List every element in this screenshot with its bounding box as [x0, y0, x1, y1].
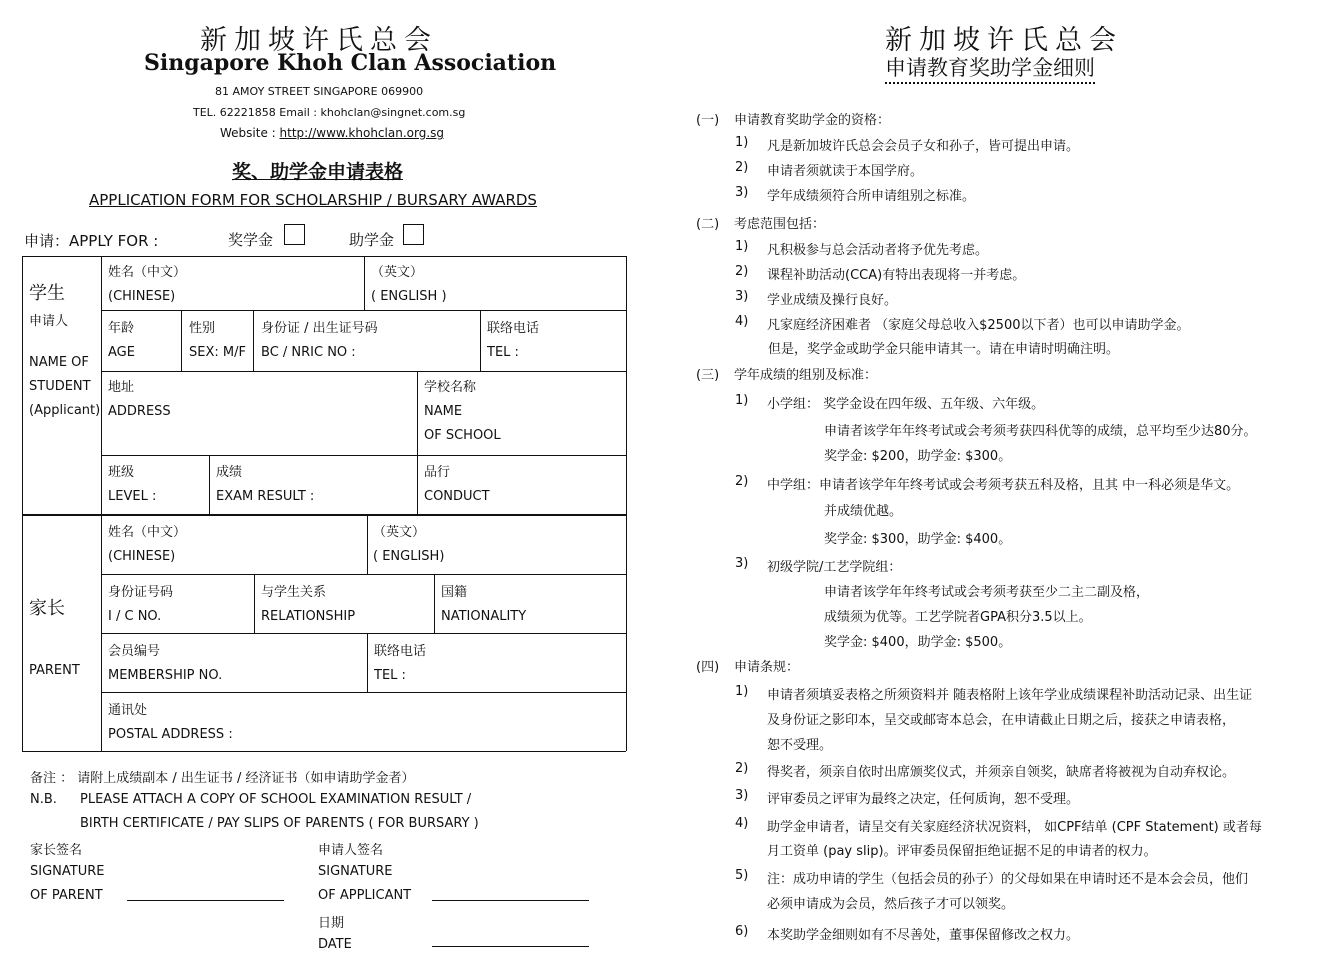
rule-number: (四) [696, 660, 720, 675]
rule-number: 3) [735, 289, 749, 304]
rule-number: 1) [735, 684, 749, 699]
rule-heading: 学年成绩的组别及标准： [734, 368, 878, 383]
form-title-en: APPLICATION FORM FOR SCHOLARSHIP / BURSARY AWARDS [89, 191, 537, 209]
rule-text: 初级学院/工艺学院组： [767, 560, 902, 575]
student-name-cn-label: 姓名（中文） [108, 265, 187, 280]
parent-section-en: PARENT [29, 663, 80, 678]
org-name-en: Singapore Khoh Clan Association [144, 50, 557, 76]
sig-applicant-en1: SIGNATURE [318, 864, 393, 879]
parent-name-cn-label-en: (CHINESE) [108, 549, 176, 564]
student-level-field[interactable] [108, 461, 156, 509]
parent-tel-field[interactable] [374, 640, 426, 688]
parent-postal-label: 通讯处 [108, 703, 148, 718]
rule-number: 1) [735, 393, 749, 408]
parent-relationship-label: 与学生关系 [261, 585, 327, 600]
rule-number: 1) [735, 135, 749, 150]
date-line[interactable] [432, 946, 589, 947]
rule-number: 4) [735, 816, 749, 831]
parent-nationality-label: 国籍 [441, 585, 468, 600]
date-en: DATE [318, 937, 352, 952]
date-cn: 日期 [318, 916, 345, 931]
rule-number: (三) [696, 368, 720, 383]
rule-heading: 申请教育奖助学金的资格： [734, 113, 891, 128]
parent-membership-label-en: MEMBERSHIP NO. [108, 668, 223, 683]
student-sex-label: 性别 [189, 321, 216, 336]
student-school-field[interactable] [424, 376, 501, 448]
rule-text: 本奖助学金细则如有不尽善处，董事保留修改之权力。 [767, 928, 1080, 943]
parent-relationship-field[interactable] [261, 581, 355, 629]
student-ic-label-en: BC / NRIC NO : [261, 345, 356, 360]
parent-membership-label: 会员编号 [108, 644, 161, 659]
rule-number: (一) [696, 113, 720, 128]
rule-text: 得奖者，须亲自依时出席颁奖仪式，并须亲自领奖，缺席者将被视为自动弃权论。 [767, 765, 1236, 780]
parent-nationality-label-en: NATIONALITY [441, 609, 527, 624]
rule-text: 但是，奖学金或助学金只能申请其一。请在申请时明确注明。 [768, 342, 1120, 357]
note-en-label: N.B. [30, 792, 57, 807]
rules-org-name-cn: 新加坡许氏总会 [885, 25, 1123, 56]
rule-text: 申请者该学年年终考试或会考须考获至少二主二副及格， [824, 585, 1150, 600]
student-address-label: 地址 [108, 380, 135, 395]
bursary-checkbox[interactable] [403, 224, 424, 245]
website-label: Website : [220, 126, 280, 140]
apply-for-label: 申请：APPLY FOR : [24, 232, 159, 250]
rule-number: 5) [735, 868, 749, 883]
student-name-cn-label-en: (CHINESE) [108, 289, 176, 304]
student-age-label: 年龄 [108, 321, 135, 336]
note-cn: 备注 ： 请附上成绩副本 / 出生证书 / 经济证书（如申请助学金者） [30, 771, 415, 786]
student-conduct-field[interactable] [424, 461, 490, 509]
rule-text: 评审委员之评审为最终之决定，任何质询，恕不受理。 [767, 792, 1080, 807]
parent-tel-label: 联络电话 [374, 644, 427, 659]
rule-text: 恕不受理。 [767, 738, 833, 753]
rule-heading: 考虑范围包括： [734, 217, 826, 232]
rule-text: 助学金申请者，请呈交有关家庭经济状况资料， 如CPF结单 (CPF Statement) 或者每 [767, 820, 1262, 835]
sig-parent-en1: SIGNATURE [30, 864, 105, 879]
sig-parent-cn: 家长签名 [30, 843, 83, 858]
student-name-en-label-en: ( ENGLISH ) [371, 289, 447, 304]
rule-number: 2) [735, 160, 749, 175]
student-section-en1: NAME OF [29, 355, 89, 370]
sig-applicant-en2: OF APPLICANT [318, 888, 412, 903]
student-sex-label-en: SEX: M/F [189, 345, 246, 360]
student-ic-field[interactable] [261, 317, 378, 365]
rule-number: 3) [735, 788, 749, 803]
student-name-en-field[interactable] [371, 261, 447, 309]
sig-parent-en2: OF PARENT [30, 888, 103, 903]
student-result-label-en: EXAM RESULT : [216, 489, 315, 504]
student-tel-field[interactable] [487, 317, 539, 365]
rule-number: 4) [735, 314, 749, 329]
rule-text: 学业成绩及操行良好。 [767, 293, 898, 308]
parent-membership-field[interactable] [108, 640, 222, 688]
rule-text: 中学组：申请者该学年年终考试或会考须考获五科及格，且其 中一科必须是华文。 [767, 478, 1240, 493]
parent-name-en-label-en: ( ENGLISH) [373, 549, 445, 564]
student-result-label: 成绩 [216, 465, 243, 480]
student-conduct-label: 品行 [424, 465, 451, 480]
student-section-en3: (Applicant) [29, 403, 101, 418]
student-level-label: 班级 [108, 465, 135, 480]
rule-text: 课程补助活动(CCA)有特出表现将一并考虑。 [767, 268, 1026, 283]
parent-ic-field[interactable] [108, 581, 173, 629]
rule-text: 小学组： 奖学金设在四年级、五年级、六年级。 [767, 397, 1045, 412]
student-section-cn: 学生 [29, 283, 65, 304]
student-section-en2: STUDENT [29, 379, 91, 394]
parent-tel-label-en: TEL : [374, 668, 406, 683]
rule-number: 1) [735, 239, 749, 254]
rule-text: 并成绩优越。 [824, 504, 903, 519]
bursary-label: 助学金 [349, 231, 395, 249]
rule-heading: 申请条规： [734, 660, 800, 675]
rules-title [885, 52, 1095, 82]
parent-postal-label-en: POSTAL ADDRESS : [108, 727, 233, 742]
rule-text: 申请者须填妥表格之所须资料并 随表格附上该年学业成绩课程补助活动记录、出生证 [767, 688, 1253, 703]
rule-number: 3) [735, 556, 749, 571]
parent-ic-label: 身份证号码 [108, 585, 174, 600]
parent-name-en-label: （英文） [373, 525, 426, 540]
parent-postal-field[interactable] [108, 699, 233, 747]
rule-text: 申请者须就读于本国学府。 [767, 164, 924, 179]
student-school-label: 学校名称 [424, 380, 477, 395]
student-section-cn2: 申请人 [29, 314, 69, 329]
note-en-line2: BIRTH CERTIFICATE / PAY SLIPS OF PARENTS ( FOR BURSARY ) [80, 816, 479, 831]
form-title-cn: 奖、助学金申请表格 [232, 161, 404, 183]
org-website [220, 126, 444, 140]
parent-ic-label-en: I / C NO. [108, 609, 162, 624]
rule-text: 成绩须为优等。工艺学院者GPA积分3.5以上。 [824, 610, 1092, 625]
student-school-label-en2: OF SCHOOL [424, 428, 501, 443]
rule-text: 必须申请成为会员，然后孩子才可以领奖。 [767, 897, 1015, 912]
rule-text: 学年成绩须符合所申请组别之标准。 [767, 189, 976, 204]
student-ic-label: 身份证 / 出生证号码 [261, 321, 378, 336]
rule-text: 月工资单 (pay slip)。评审委员保留拒绝证据不足的申请者的权力。 [767, 844, 1157, 859]
rule-text: 及身份证之影印本，呈交或邮寄本总会，在申请截止日期之后，接获之申请表格， [767, 713, 1236, 728]
rule-number: (二) [696, 217, 720, 232]
org-name-cn: 新加坡许氏总会 [200, 25, 438, 56]
rule-number: 2) [735, 474, 749, 489]
student-school-label-en1: NAME [424, 404, 463, 419]
note-en-line1: PLEASE ATTACH A COPY OF SCHOOL EXAMINATION RESULT / [80, 792, 472, 807]
student-level-label-en: LEVEL : [108, 489, 157, 504]
student-tel-label: 联络电话 [487, 321, 540, 336]
parent-name-cn-field[interactable] [108, 521, 186, 569]
rule-text: 奖学金: $300，助学金: $400。 [824, 532, 1012, 547]
student-conduct-label-en: CONDUCT [424, 489, 490, 504]
org-contact: TEL. 62221858 Email : khohclan@singnet.com.sg [193, 106, 466, 119]
student-sex-field[interactable] [189, 317, 246, 365]
parent-nationality-field[interactable] [441, 581, 526, 629]
rule-number: 3) [735, 185, 749, 200]
rule-text: 凡是新加坡许氏总会会员子女和孙子，皆可提出申请。 [767, 139, 1080, 154]
rule-number: 2) [735, 761, 749, 776]
student-address-label-en: ADDRESS [108, 404, 171, 419]
student-address-field[interactable] [108, 376, 171, 424]
rules-title-text: 申请教育奖助学金细则 [885, 56, 1095, 84]
student-age-label-en: AGE [108, 345, 135, 360]
scholarship-checkbox[interactable] [284, 224, 305, 245]
rule-text: 奖学金: $200，助学金: $300。 [824, 449, 1012, 464]
student-age-field[interactable] [108, 317, 135, 365]
rule-text: 奖学金: $400，助学金: $500。 [824, 635, 1012, 650]
sig-applicant-cn: 申请人签名 [318, 843, 384, 858]
rule-number: 6) [735, 924, 749, 939]
rule-number: 2) [735, 264, 749, 279]
parent-relationship-label-en: RELATIONSHIP [261, 609, 356, 624]
website-link[interactable]: http://www.khohclan.org.sg [279, 126, 445, 140]
rule-text: 凡家庭经济困难者 （家庭父母总收入$2500以下者）也可以申请助学金。 [767, 318, 1190, 333]
applicant-signature-line[interactable] [432, 900, 589, 901]
rule-text: 凡积极参与总会活动者将予优先考虑。 [767, 243, 989, 258]
parent-signature-line[interactable] [127, 900, 284, 901]
parent-name-cn-label: 姓名（中文） [108, 525, 187, 540]
student-name-cn-field[interactable] [108, 261, 186, 309]
student-result-field[interactable] [216, 461, 314, 509]
parent-section-cn: 家长 [29, 598, 65, 619]
rule-text: 注：成功申请的学生（包括会员的孙子）的父母如果在申请时还不是本会会员，他们 [767, 872, 1249, 887]
student-name-en-label: （英文） [371, 265, 424, 280]
parent-name-en-field[interactable] [373, 521, 444, 569]
rule-text: 申请者该学年年终考试或会考须考获四科优等的成绩，总平均至少达80分。 [824, 424, 1257, 439]
org-address: 81 AMOY STREET SINGAPORE 069900 [215, 85, 424, 98]
student-tel-label-en: TEL : [487, 345, 519, 360]
scholarship-label: 奖学金 [228, 231, 274, 249]
